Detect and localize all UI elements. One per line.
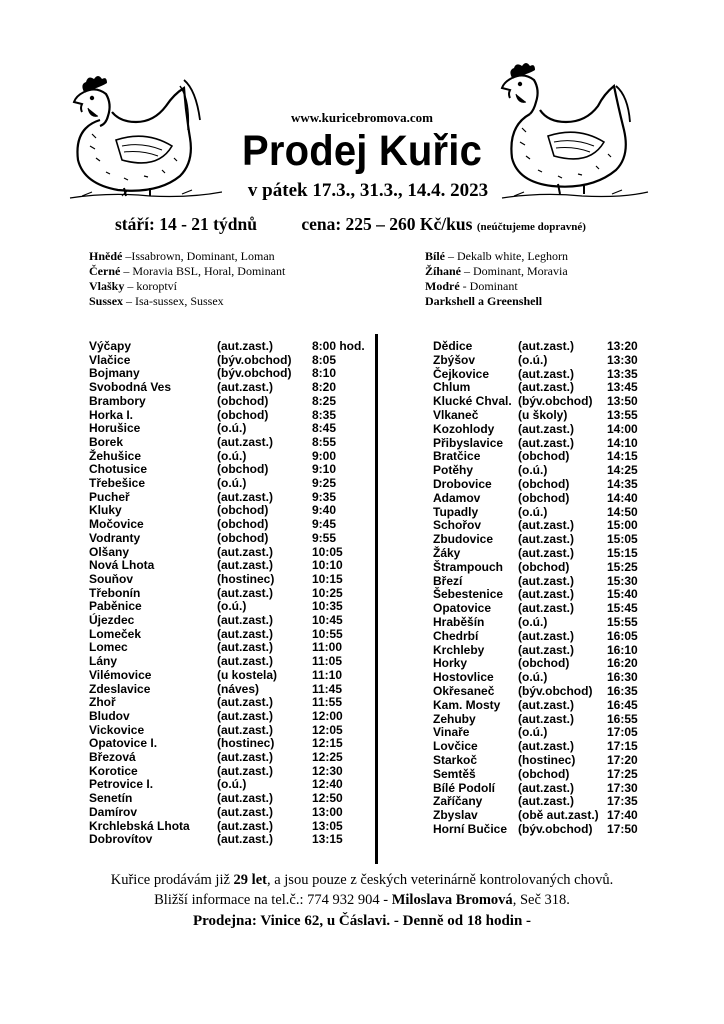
stop-time: 17:35 (607, 794, 638, 809)
stop-time: 9:25 (312, 476, 337, 490)
stop-place: (o.ú.) (217, 599, 247, 614)
breed-item: Darkshell a Greenshell (425, 294, 543, 308)
breeds-list-right (425, 249, 568, 309)
stop-place: (o.ú.) (518, 463, 548, 478)
stop-place: (obchod) (217, 462, 269, 477)
stop-name: Starkoč (433, 753, 478, 767)
stop-name: Adamov (433, 490, 481, 505)
stop-time: 12:25 (312, 750, 343, 764)
stop-place: (obchod) (518, 766, 570, 781)
dates-prefix: v pátek (247, 180, 308, 201)
stop-time: 13:55 (607, 408, 638, 422)
stop-place: (o.ú.) (217, 448, 247, 463)
stop-name: Březová (89, 750, 136, 764)
stop-place: (aut.zast.) (518, 518, 575, 533)
stop-place: (aut.zast.) (518, 587, 575, 602)
stop-time: 8:10 (312, 366, 337, 381)
stop-time: 9:45 (312, 517, 337, 532)
stop-name: Vlkaneč (433, 408, 479, 422)
price-info: cena: 225 – 260 Kč/kus (301, 214, 473, 234)
stop-time: 15:55 (607, 615, 638, 629)
stop-name: Chlum (433, 380, 471, 395)
footer-line-1: Kuřice prodávám již 29 let, a jsou pouze z českých veterinárně kontrolovaných chovů. (110, 872, 614, 888)
stop-time: 8:00 hod. (312, 339, 365, 353)
stop-place: (býv.obchod) (217, 366, 292, 381)
stop-time: 12:05 (312, 722, 343, 737)
stop-time: 9:10 (312, 462, 337, 477)
stop-time: 17:25 (607, 766, 638, 781)
stop-time: 8:35 (312, 407, 337, 422)
stop-time: 14:25 (607, 463, 638, 478)
stop-name: Zdeslavice (89, 681, 151, 696)
stop-time: 8:25 (312, 393, 337, 408)
stop-place: (obchod) (518, 449, 570, 464)
sale-dates (0, 180, 724, 202)
stop-place: (o.ú.) (518, 670, 548, 685)
stop-name: Močovice (89, 517, 144, 532)
stop-place: (aut.zast.) (518, 573, 575, 588)
stop-time: 10:10 (312, 558, 343, 573)
years-highlight: 29 let (233, 872, 267, 888)
stop-name: Krchlebská Lhota (89, 818, 190, 833)
stop-time: 14:10 (607, 435, 638, 450)
stop-name: Čejkovice (433, 366, 490, 381)
stop-name: Zbyslav (433, 808, 478, 823)
stop-name: Vickovice (89, 722, 145, 737)
stop-time: 17:05 (607, 725, 638, 740)
stop-name: Vilémovice (89, 667, 152, 682)
stop-name: Přibyslavice (433, 435, 504, 450)
stop-time: 17:15 (607, 739, 638, 754)
stop-time: 16:30 (607, 670, 638, 685)
stop-time: 15:25 (607, 559, 638, 574)
stop-place: (aut.zast.) (518, 601, 575, 616)
stop-time: 17:40 (607, 808, 638, 823)
stop-place: (hostinec) (217, 571, 275, 586)
stop-place: (aut.zast.) (217, 654, 274, 669)
stop-place: (u školy) (518, 408, 568, 422)
stop-name: Pucheř (89, 489, 130, 504)
stop-place: (obchod) (217, 517, 269, 532)
stop-name: Vodranty (89, 530, 141, 545)
stop-name: Lány (89, 654, 118, 669)
page-title: Prodej Kuřic (241, 127, 482, 175)
stop-name: Bojmany (89, 366, 140, 381)
stop-time: 16:35 (607, 684, 638, 698)
stop-name: Bílé Podolí (433, 780, 496, 795)
stop-time: 10:15 (312, 571, 343, 586)
stop-place: (obchod) (217, 393, 269, 408)
stop-name: Potěhy (433, 463, 474, 478)
stop-time: 10:05 (312, 544, 343, 559)
stop-name: Petrovice I. (89, 777, 154, 792)
stop-name: Brambory (89, 393, 146, 408)
stop-time: 12:00 (312, 708, 343, 723)
stop-name: Semtěš (433, 766, 476, 781)
stop-name: Vlačice (89, 352, 131, 367)
age-info: stáří: 14 - 21 týdnů (115, 214, 257, 234)
stop-place: (aut.zast.) (217, 804, 274, 819)
breed-item: Sussex – Isa-sussex, Sussex (89, 294, 224, 308)
breed-item: Bílé – Dekalb white, Leghorn (425, 249, 568, 263)
stop-place: (aut.zast.) (217, 489, 274, 504)
stop-name: Třebonín (89, 585, 141, 600)
stop-time: 12:40 (312, 777, 343, 792)
stop-place: (obchod) (217, 503, 269, 518)
stop-name: Korotice (89, 763, 138, 778)
stop-place: (aut.zast.) (217, 640, 274, 655)
stop-time: 13:35 (607, 366, 638, 381)
stop-name: Horky (433, 656, 468, 671)
stop-place: (aut.zast.) (217, 613, 274, 627)
stop-place: (býv.obchod) (518, 684, 593, 698)
stop-name: Kozohlody (433, 421, 495, 436)
stop-name: Výčapy (89, 339, 132, 353)
stop-name: Lomeček (89, 626, 142, 641)
stop-name: Kluky (89, 503, 122, 518)
stop-place: (aut.zast.) (217, 695, 274, 710)
stop-time: 15:15 (607, 546, 638, 560)
stop-name: Lovčice (433, 739, 478, 754)
stop-place: (aut.zast.) (518, 628, 575, 643)
stop-place: (aut.zast.) (518, 794, 575, 809)
stop-time: 12:15 (312, 736, 343, 751)
stop-place: (o.ú.) (518, 504, 548, 519)
stop-name: Drobovice (433, 477, 492, 491)
stop-name: Březí (433, 573, 463, 588)
stop-time: 15:05 (607, 532, 638, 547)
stop-time: 17:50 (607, 822, 638, 836)
stop-name: Lomec (89, 640, 128, 655)
stop-place: (aut.zast.) (217, 818, 274, 833)
stop-name: Dobrovítov (89, 832, 153, 847)
stop-time: 15:40 (607, 587, 638, 602)
stop-place: (aut.zast.) (518, 339, 575, 353)
breed-item: Modré - Dominant (425, 279, 518, 293)
stop-time: 13:50 (607, 394, 638, 409)
stop-place: (aut.zast.) (217, 544, 274, 559)
stop-place: (aut.zast.) (217, 708, 274, 723)
stop-time: 8:05 (312, 352, 337, 367)
stop-place: (aut.zast.) (518, 711, 575, 726)
stop-name: Zbýšov (433, 352, 476, 367)
stop-name: Žehušice (89, 448, 142, 463)
stop-time: 16:10 (607, 642, 638, 657)
breed-item: Vlašky – koroptví (89, 279, 178, 293)
stop-time: 16:45 (607, 697, 638, 712)
stop-time: 17:20 (607, 753, 638, 767)
stop-place: (obchod) (518, 656, 570, 671)
stop-name: Kam. Mosty (433, 697, 501, 712)
stop-place: (aut.zast.) (217, 626, 274, 641)
stop-name: Nová Lhota (89, 558, 155, 573)
stop-place: (náves) (217, 681, 260, 696)
stop-time: 15:30 (607, 573, 638, 588)
stop-time: 9:35 (312, 489, 337, 504)
stop-name: Štrampouch (433, 559, 504, 574)
stop-place: (aut.zast.) (518, 780, 575, 795)
stop-name: Hostovlice (433, 670, 494, 685)
stop-time: 14:50 (607, 504, 638, 519)
stop-place: (aut.zast.) (518, 435, 575, 450)
stop-time: 13:45 (607, 380, 638, 395)
breeds-list-left (89, 249, 285, 309)
stop-name: Horka I. (89, 407, 134, 422)
stop-time: 13:05 (312, 818, 343, 833)
stop-time: 11:45 (312, 681, 343, 696)
breed-item: Žíhané – Dominant, Moravia (425, 264, 568, 278)
stop-place: (obchod) (518, 559, 570, 574)
stop-time: 11:00 (312, 640, 343, 655)
breed-item: Hnědé –Issabrown, Dominant, Loman (89, 249, 275, 263)
stop-place: (aut.zast.) (518, 380, 575, 395)
stop-time: 10:25 (312, 585, 343, 600)
stop-name: Zhoř (89, 695, 116, 710)
stop-time: 11:10 (312, 667, 343, 682)
stop-place: (o.ú.) (217, 421, 247, 436)
seller-name: Miloslava Bromová (391, 892, 513, 908)
stop-time: 11:05 (312, 654, 343, 669)
stop-name: Okřesaneč (433, 684, 495, 698)
stop-time: 14:35 (607, 477, 638, 491)
stop-name: Horní Bučice (433, 822, 508, 836)
stop-place: (aut.zast.) (518, 642, 575, 657)
stop-name: Újezdec (89, 613, 135, 627)
stop-name: Bludov (89, 708, 130, 723)
stop-time: 11:55 (312, 695, 343, 710)
stop-name: Schořov (433, 518, 482, 533)
stop-time: 17:30 (607, 780, 638, 795)
stop-place: (u kostela) (217, 667, 278, 682)
stop-place: (o.ú.) (518, 352, 548, 367)
age-price-row (115, 214, 586, 235)
stop-time: 8:20 (312, 380, 337, 395)
stop-name: Šebestenice (433, 587, 504, 602)
stop-time: 13:00 (312, 804, 343, 819)
stop-place: (aut.zast.) (518, 739, 575, 754)
stop-name: Krchleby (433, 642, 485, 657)
stop-place: (aut.zast.) (217, 722, 274, 737)
stop-time: 10:55 (312, 626, 343, 641)
stop-place: (aut.zast.) (217, 380, 274, 395)
stop-name: Hraběšín (433, 615, 485, 629)
stop-place: (aut.zast.) (217, 585, 274, 600)
stop-place: (aut.zast.) (518, 546, 575, 560)
stop-place: (aut.zast.) (217, 791, 274, 806)
stop-place: (aut.zast.) (217, 832, 274, 847)
stop-place: (býv.obchod) (518, 822, 593, 836)
stop-name: Opatovice (433, 601, 492, 616)
stop-name: Damírov (89, 804, 138, 819)
stop-time: 13:30 (607, 352, 638, 367)
stop-place: (aut.zast.) (217, 339, 274, 353)
stop-time: 15:00 (607, 518, 638, 533)
stop-place: (aut.zast.) (518, 366, 575, 381)
stop-place: (hostinec) (518, 753, 576, 767)
stop-name: Senetín (89, 791, 133, 806)
breed-item: Černé – Moravia BSL, Horal, Dominant (89, 264, 286, 278)
column-divider (375, 334, 378, 864)
stop-time: 16:55 (607, 711, 638, 726)
dates-values: 17.3., 31.3., 14.4. 2023 (312, 180, 489, 201)
stop-place: (aut.zast.) (217, 763, 274, 778)
stop-name: Zehuby (433, 711, 476, 726)
price-note: (neúčtujeme dopravné) (476, 221, 586, 233)
stop-name: Souňov (89, 571, 133, 586)
stop-time: 16:20 (607, 656, 638, 671)
stop-time: 9:00 (312, 448, 337, 463)
stop-time: 10:45 (312, 613, 343, 627)
stop-name: Zaříčany (433, 794, 483, 809)
stop-place: (aut.zast.) (217, 558, 274, 573)
stop-place: (obchod) (518, 477, 570, 491)
stop-time: 10:35 (312, 599, 343, 614)
stop-time: 14:15 (607, 449, 638, 464)
stop-time: 8:45 (312, 421, 337, 436)
stop-place: (aut.zast.) (518, 421, 575, 436)
stop-name: Olšany (89, 544, 130, 559)
stop-place: (aut.zast.) (518, 697, 575, 712)
stop-place: (o.ú.) (518, 725, 548, 740)
stop-place: (obě aut.zast.) (518, 808, 599, 823)
website-url[interactable]: www.kuricebromova.com (290, 110, 434, 125)
stop-place: (obchod) (217, 407, 269, 422)
stop-name: Opatovice I. (89, 736, 158, 751)
stop-place: (býv.obchod) (217, 352, 292, 367)
stop-time: 14:40 (607, 490, 638, 505)
stop-time: 13:15 (312, 832, 343, 847)
stop-place: (aut.zast.) (217, 750, 274, 764)
stop-name: Chotusice (89, 462, 148, 477)
stop-place: (býv.obchod) (518, 394, 593, 409)
stop-name: Borek (89, 434, 124, 449)
stop-time: 16:05 (607, 628, 638, 643)
stop-name: Žáky (433, 546, 461, 560)
stop-place: (aut.zast.) (217, 434, 274, 449)
stop-time: 8:55 (312, 434, 337, 449)
stop-name: Klucké Chval. (433, 394, 512, 409)
stop-time: 12:50 (312, 791, 343, 806)
stop-place: (obchod) (518, 490, 570, 505)
stop-time: 12:30 (312, 763, 343, 778)
footer-line-2: Bližší informace na tel.č.: 774 932 904 - Miloslava Bromová, Seč 318. (154, 892, 570, 908)
stop-name: Zbudovice (433, 532, 494, 547)
stop-name: Třebešice (89, 476, 146, 490)
stop-name: Dědice (433, 339, 473, 353)
stop-place: (o.ú.) (217, 476, 247, 490)
stop-time: 13:20 (607, 339, 638, 353)
stop-name: Horušice (89, 421, 141, 436)
stop-name: Chedrbí (433, 628, 479, 643)
stop-time: 15:45 (607, 601, 638, 616)
stop-name: Vinaře (433, 725, 470, 740)
stop-place: (obchod) (217, 530, 269, 545)
stop-place: (aut.zast.) (518, 532, 575, 547)
footer-shop-address: Prodejna: Vinice 62, u Čáslavi. - Denně od 18 hodin - (192, 913, 532, 929)
stop-time: 9:40 (312, 503, 337, 518)
stop-place: (o.ú.) (217, 777, 247, 792)
stop-time: 9:55 (312, 530, 337, 545)
stop-name: Bratčice (433, 449, 481, 464)
stop-name: Tupadly (433, 504, 479, 519)
stop-name: Svobodná Ves (89, 380, 172, 395)
stop-place: (o.ú.) (518, 615, 548, 629)
stop-place: (hostinec) (217, 736, 275, 751)
stop-name: Paběnice (89, 599, 142, 614)
stop-time: 14:00 (607, 421, 638, 436)
